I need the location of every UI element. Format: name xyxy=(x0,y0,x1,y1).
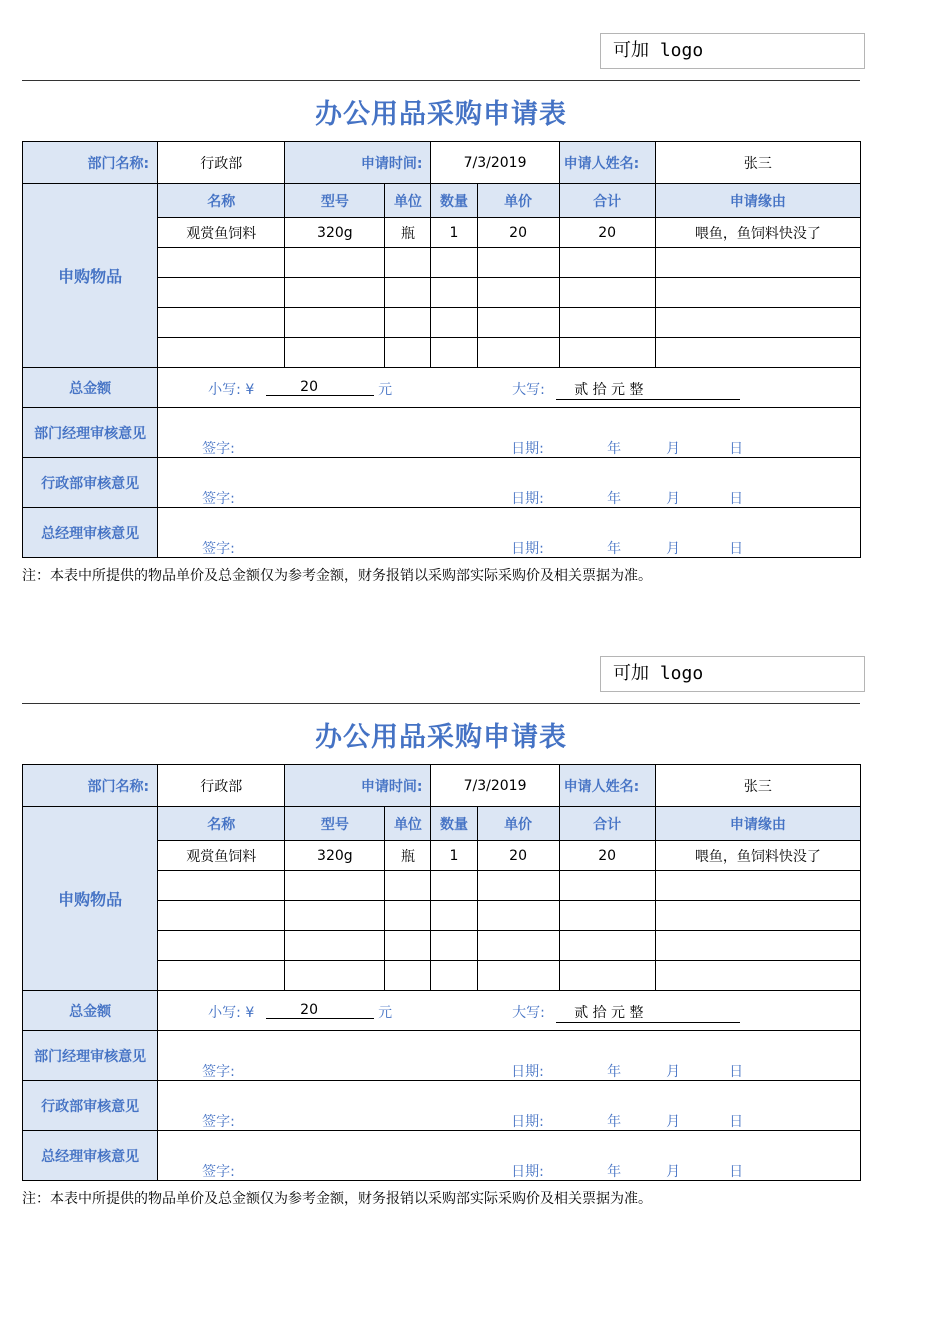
header-info-row xyxy=(23,142,861,184)
item-qty[interactable] xyxy=(431,338,477,368)
date-label: 日期: xyxy=(511,541,544,557)
item-unit[interactable] xyxy=(385,338,431,368)
review-row xyxy=(23,1131,861,1181)
item-qty[interactable]: 1 xyxy=(431,218,477,248)
item-name[interactable] xyxy=(158,248,285,278)
footnote: 注：本表中所提供的物品单价及总金额仅为参考金额，财务报销以采购部实际采购价及相关票据为准。 xyxy=(22,568,652,584)
col-header-price: 单价 xyxy=(477,184,559,218)
item-model[interactable] xyxy=(285,338,385,368)
item-qty[interactable] xyxy=(431,871,477,901)
dept-value[interactable]: 行政部 xyxy=(158,765,285,807)
item-unit[interactable] xyxy=(385,308,431,338)
total-cell xyxy=(158,991,861,1031)
review-cell[interactable] xyxy=(158,1031,861,1081)
item-model[interactable] xyxy=(285,901,385,931)
small-amount-label: 小写: ¥ xyxy=(208,382,255,398)
item-price[interactable]: 20 xyxy=(477,218,559,248)
col-header-name: 名称 xyxy=(158,807,285,841)
item-model[interactable]: 320g xyxy=(285,841,385,871)
item-name[interactable]: 观赏鱼饲料 xyxy=(158,218,285,248)
item-reason[interactable] xyxy=(655,931,860,961)
time-value[interactable]: 7/3/2019 xyxy=(431,142,559,184)
form-title: 办公用品采购申请表 xyxy=(315,722,567,753)
total-row xyxy=(23,368,861,408)
item-unit[interactable]: 瓶 xyxy=(385,841,431,871)
col-header-unit: 单位 xyxy=(385,184,431,218)
item-subtotal[interactable]: 20 xyxy=(559,841,655,871)
item-unit[interactable] xyxy=(385,248,431,278)
item-unit[interactable] xyxy=(385,901,431,931)
form-table xyxy=(22,141,861,558)
form-table xyxy=(22,764,861,1181)
item-model[interactable] xyxy=(285,278,385,308)
col-header-name: 名称 xyxy=(158,184,285,218)
col-header-model: 型号 xyxy=(285,184,385,218)
item-name[interactable] xyxy=(158,961,285,991)
day-label: 日 xyxy=(729,1164,744,1180)
big-amount-label: 大写: xyxy=(512,1005,545,1021)
item-subtotal[interactable] xyxy=(559,931,655,961)
small-amount-unit: 元 xyxy=(378,1005,393,1021)
col-header-reason: 申请缘由 xyxy=(655,807,860,841)
review-row xyxy=(23,458,861,508)
total-cell xyxy=(158,368,861,408)
sign-label: 签字: xyxy=(202,1164,235,1180)
item-model[interactable] xyxy=(285,308,385,338)
day-label: 日 xyxy=(729,541,744,557)
applicant-label: 申请人姓名: xyxy=(559,765,655,807)
items-header-row xyxy=(23,807,861,841)
item-reason[interactable] xyxy=(655,901,860,931)
year-label: 年 xyxy=(607,1114,622,1130)
item-reason[interactable] xyxy=(655,338,860,368)
item-price[interactable]: 20 xyxy=(477,841,559,871)
items-label: 申购物品 xyxy=(23,807,158,991)
col-header-price: 单价 xyxy=(477,807,559,841)
year-label: 年 xyxy=(607,1064,622,1080)
month-label: 月 xyxy=(666,1064,681,1080)
item-price[interactable] xyxy=(477,248,559,278)
applicant-value[interactable]: 张三 xyxy=(655,142,860,184)
big-amount-value[interactable]: 贰 拾 元 整 xyxy=(556,379,740,400)
item-name[interactable] xyxy=(158,871,285,901)
item-reason[interactable]: 喂鱼，鱼饲料快没了 xyxy=(655,218,860,248)
item-name[interactable] xyxy=(158,278,285,308)
month-label: 月 xyxy=(666,491,681,507)
item-unit[interactable] xyxy=(385,961,431,991)
review-row xyxy=(23,1031,861,1081)
item-price[interactable] xyxy=(477,338,559,368)
item-subtotal[interactable] xyxy=(559,901,655,931)
small-amount-label: 小写: ¥ xyxy=(208,1005,255,1021)
item-name[interactable] xyxy=(158,931,285,961)
item-qty[interactable] xyxy=(431,901,477,931)
sign-label: 签字: xyxy=(202,491,235,507)
items-header-row xyxy=(23,184,861,218)
item-price[interactable] xyxy=(477,961,559,991)
review-label: 总经理审核意见 xyxy=(23,508,158,558)
sign-label: 签字: xyxy=(202,1114,235,1130)
items-label: 申购物品 xyxy=(23,184,158,368)
col-header-model: 型号 xyxy=(285,807,385,841)
big-amount-label: 大写: xyxy=(512,382,545,398)
review-cell[interactable] xyxy=(158,408,861,458)
year-label: 年 xyxy=(607,1164,622,1180)
total-label: 总金额 xyxy=(23,368,158,408)
item-model[interactable] xyxy=(285,931,385,961)
review-label: 总经理审核意见 xyxy=(23,1131,158,1181)
item-reason[interactable] xyxy=(655,308,860,338)
item-subtotal[interactable] xyxy=(559,308,655,338)
small-amount-value[interactable]: 20 xyxy=(266,379,374,396)
col-header-qty: 数量 xyxy=(431,807,477,841)
time-label: 申请时间: xyxy=(285,765,431,807)
year-label: 年 xyxy=(607,491,622,507)
form-title: 办公用品采购申请表 xyxy=(315,99,567,130)
purchase-request-form-2 xyxy=(0,623,950,1246)
item-reason[interactable] xyxy=(655,248,860,278)
date-label: 日期: xyxy=(511,441,544,457)
day-label: 日 xyxy=(729,491,744,507)
item-qty[interactable] xyxy=(431,308,477,338)
item-subtotal[interactable]: 20 xyxy=(559,218,655,248)
item-unit[interactable] xyxy=(385,931,431,961)
month-label: 月 xyxy=(666,441,681,457)
item-qty[interactable] xyxy=(431,931,477,961)
logo-placeholder: 可加 logo xyxy=(600,33,865,69)
month-label: 月 xyxy=(666,1164,681,1180)
sign-label: 签字: xyxy=(202,441,235,457)
col-header-unit: 单位 xyxy=(385,807,431,841)
review-cell[interactable] xyxy=(158,458,861,508)
year-label: 年 xyxy=(607,441,622,457)
item-reason[interactable] xyxy=(655,871,860,901)
review-row xyxy=(23,408,861,458)
month-label: 月 xyxy=(666,1114,681,1130)
logo-placeholder: 可加 logo xyxy=(600,656,865,692)
item-subtotal[interactable] xyxy=(559,871,655,901)
review-cell[interactable] xyxy=(158,1131,861,1181)
item-unit[interactable]: 瓶 xyxy=(385,218,431,248)
sign-label: 签字: xyxy=(202,1064,235,1080)
item-reason[interactable] xyxy=(655,278,860,308)
item-price[interactable] xyxy=(477,871,559,901)
col-header-reason: 申请缘由 xyxy=(655,184,860,218)
date-label: 日期: xyxy=(511,1064,544,1080)
review-label: 部门经理审核意见 xyxy=(23,1031,158,1081)
item-name[interactable]: 观赏鱼饲料 xyxy=(158,841,285,871)
time-value[interactable]: 7/3/2019 xyxy=(431,765,559,807)
col-header-subtotal: 合计 xyxy=(559,184,655,218)
item-price[interactable] xyxy=(477,308,559,338)
small-amount-unit: 元 xyxy=(378,382,393,398)
sign-label: 签字: xyxy=(202,541,235,557)
total-row xyxy=(23,991,861,1031)
applicant-value[interactable]: 张三 xyxy=(655,765,860,807)
item-price[interactable] xyxy=(477,278,559,308)
item-model[interactable] xyxy=(285,961,385,991)
total-label: 总金额 xyxy=(23,991,158,1031)
year-label: 年 xyxy=(607,541,622,557)
review-row xyxy=(23,1081,861,1131)
item-model[interactable] xyxy=(285,871,385,901)
review-row xyxy=(23,508,861,558)
date-label: 日期: xyxy=(511,491,544,507)
day-label: 日 xyxy=(729,1114,744,1130)
item-reason[interactable] xyxy=(655,961,860,991)
applicant-label: 申请人姓名: xyxy=(559,142,655,184)
item-model[interactable]: 320g xyxy=(285,218,385,248)
time-label: 申请时间: xyxy=(285,142,431,184)
dept-value[interactable]: 行政部 xyxy=(158,142,285,184)
date-label: 日期: xyxy=(511,1164,544,1180)
footnote: 注：本表中所提供的物品单价及总金额仅为参考金额，财务报销以采购部实际采购价及相关票据为准。 xyxy=(22,1191,652,1207)
item-subtotal[interactable] xyxy=(559,961,655,991)
review-label: 行政部审核意见 xyxy=(23,458,158,508)
col-header-qty: 数量 xyxy=(431,184,477,218)
col-header-subtotal: 合计 xyxy=(559,807,655,841)
day-label: 日 xyxy=(729,1064,744,1080)
review-label: 行政部审核意见 xyxy=(23,1081,158,1131)
item-price[interactable] xyxy=(477,901,559,931)
item-qty[interactable] xyxy=(431,961,477,991)
header-info-row xyxy=(23,765,861,807)
big-amount-value[interactable]: 贰 拾 元 整 xyxy=(556,1002,740,1023)
dept-label: 部门名称: xyxy=(23,142,158,184)
item-model[interactable] xyxy=(285,248,385,278)
review-cell[interactable] xyxy=(158,1081,861,1131)
review-cell[interactable] xyxy=(158,508,861,558)
small-amount-value[interactable]: 20 xyxy=(266,1002,374,1019)
date-label: 日期: xyxy=(511,1114,544,1130)
item-subtotal[interactable] xyxy=(559,278,655,308)
dept-label: 部门名称: xyxy=(23,765,158,807)
item-subtotal[interactable] xyxy=(559,248,655,278)
purchase-request-form-1 xyxy=(0,0,950,623)
item-subtotal[interactable] xyxy=(559,338,655,368)
item-unit[interactable] xyxy=(385,278,431,308)
item-unit[interactable] xyxy=(385,871,431,901)
month-label: 月 xyxy=(666,541,681,557)
item-qty[interactable]: 1 xyxy=(431,841,477,871)
review-label: 部门经理审核意见 xyxy=(23,408,158,458)
day-label: 日 xyxy=(729,441,744,457)
item-name[interactable] xyxy=(158,308,285,338)
item-qty[interactable] xyxy=(431,278,477,308)
header-divider xyxy=(22,80,860,81)
item-reason[interactable]: 喂鱼，鱼饲料快没了 xyxy=(655,841,860,871)
item-qty[interactable] xyxy=(431,248,477,278)
item-name[interactable] xyxy=(158,901,285,931)
item-name[interactable] xyxy=(158,338,285,368)
item-price[interactable] xyxy=(477,931,559,961)
header-divider xyxy=(22,703,860,704)
